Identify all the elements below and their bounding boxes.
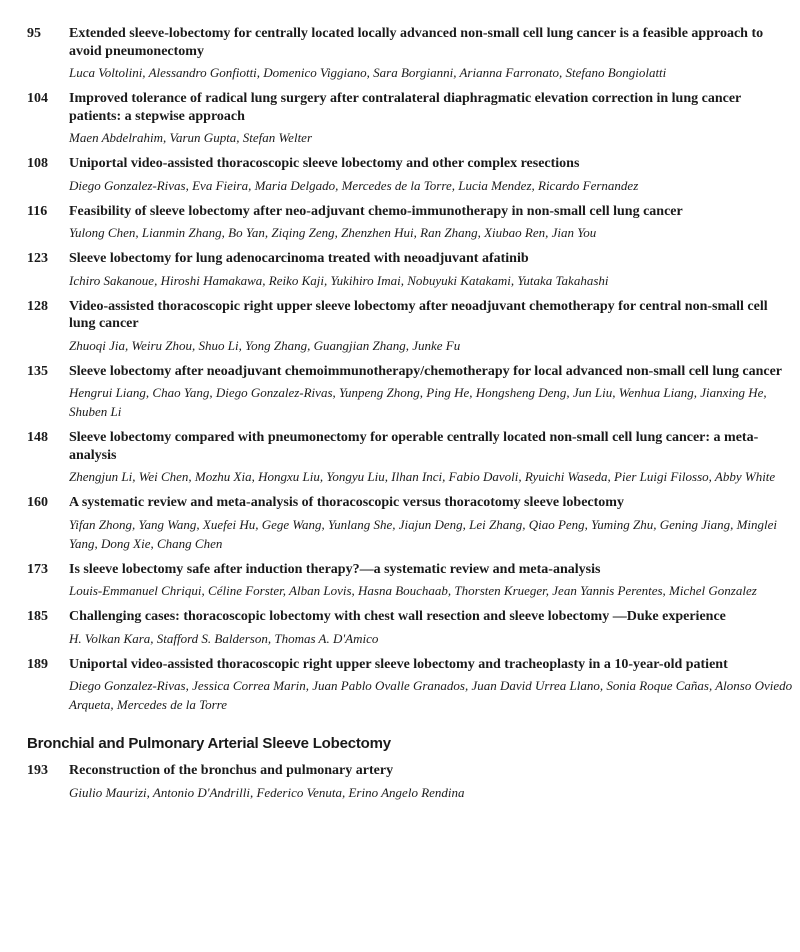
article-authors: H. Volkan Kara, Stafford S. Balderson, Thomas A. D'Amico	[69, 630, 379, 646]
page-number: 108	[27, 156, 48, 171]
toc-entry[interactable]	[27, 561, 793, 601]
article-authors: Hengrui Liang, Chao Yang, Diego Gonzalez-Rivas, Yunpeng Zhong, Ping He, Hongsheng Deng, Jun Liu, Wenhua Liang, Jianxing He, Shuben Li	[69, 385, 767, 419]
page-number: 160	[27, 495, 48, 510]
toc-entry[interactable]	[27, 155, 793, 195]
toc-entry[interactable]	[27, 25, 793, 82]
article-title: Sleeve lobectomy after neoadjuvant chemoimmunotherapy/chemotherapy for local advanced non-small cell lung cancer	[69, 363, 783, 379]
toc-entry[interactable]	[27, 656, 793, 715]
toc-entry[interactable]	[27, 429, 793, 486]
toc-entry[interactable]	[27, 298, 793, 355]
article-authors: Diego Gonzalez-Rivas, Eva Fieira, Maria Delgado, Mercedes de la Torre, Lucia Mendez, Ricardo Fernandez	[69, 177, 639, 193]
article-authors: Luca Voltolini, Alessandro Gonfiotti, Domenico Viggiano, Sara Borgianni, Arianna Farronato, Stefano Bongiolatti	[69, 65, 667, 80]
toc-entry[interactable]	[27, 203, 793, 243]
article-title: Reconstruction of the bronchus and pulmonary artery	[69, 763, 394, 778]
article-authors: Zhengjun Li, Wei Chen, Mozhu Xia, Hongxu Liu, Yongyu Liu, Ilhan Inci, Fabio Davoli, Ryuichi Waseda, Pier Luigi Filosso, Abby White	[69, 469, 776, 484]
article-title: Extended sleeve-lobectomy for centrally located locally advanced non-small cell lung cancer is a feasible approach to avoid pneumonectomy	[69, 26, 764, 59]
article-title: Sleeve lobectomy compared with pneumonectomy for operable centrally located non-small cell lung cancer: a meta-analysis	[69, 430, 759, 463]
page-number: 128	[27, 298, 48, 314]
page-number: 123	[27, 251, 48, 266]
article-authors: Ichiro Sakanoue, Hiroshi Hamakawa, Reiko Kaji, Yukihiro Imai, Nobuyuki Katakami, Yutaka Takahashi	[69, 272, 609, 288]
article-authors: Yulong Chen, Lianmin Zhang, Bo Yan, Ziqing Zeng, Zhenzhen Hui, Ran Zhang, Xiubao Ren, Jian You	[69, 225, 597, 240]
table-of-contents	[27, 25, 793, 810]
article-authors: Zhuoqi Jia, Weiru Zhou, Shuo Li, Yong Zhang, Guangjian Zhang, Junke Fu	[69, 337, 461, 353]
page-number: 185	[27, 609, 48, 624]
article-title: Improved tolerance of radical lung surgery after contralateral diaphragmatic elevation correction in lung cancer patients: a stepwise approach	[69, 91, 742, 124]
page-number: 95	[27, 26, 41, 41]
article-title: A systematic review and meta-analysis of thoracoscopic versus thoracotomy sleeve lobectomy	[69, 495, 624, 510]
article-title: Is sleeve lobectomy safe after induction therapy?—a systematic review and meta-analysis	[69, 561, 601, 577]
article-authors: Yifan Zhong, Yang Wang, Xuefei Hu, Gege Wang, Yunlang She, Jiajun Deng, Lei Zhang, Qiao Peng, Yuming Zhu, Gening Jiang, Minglei Yang, Dong Xie, Chang Chen	[69, 516, 778, 551]
toc-entry[interactable]	[27, 762, 793, 802]
toc-entry[interactable]	[27, 363, 793, 422]
article-title: Video-assisted thoracoscopic right upper sleeve lobectomy after neoadjuvant chemotherapy for central non-small cell lung cancer	[69, 298, 768, 331]
page-number: 148	[27, 430, 48, 445]
page-number: 135	[27, 363, 48, 379]
article-authors: Maen Abdelrahim, Varun Gupta, Stefan Welter	[69, 130, 313, 145]
page-number: 189	[27, 656, 48, 672]
article-title: Uniportal video-assisted thoracoscopic right upper sleeve lobectomy and tracheoplasty in a 10-year-old patient	[69, 656, 728, 672]
toc-entry[interactable]	[27, 90, 793, 147]
toc-entry[interactable]	[27, 494, 793, 553]
article-authors: Giulio Maurizi, Antonio D'Andrilli, Federico Venuta, Erino Angelo Rendina	[69, 784, 465, 800]
article-authors: Diego Gonzalez-Rivas, Jessica Correa Marin, Juan Pablo Ovalle Granados, Juan David Urrea Llano, Sonia Roque Cañas, Alonso Oviedo Arqueta, Mercedes de la Torre	[69, 678, 793, 712]
section-heading: Bronchial and Pulmonary Arterial Sleeve Lobectomy	[27, 735, 391, 752]
article-title: Sleeve lobectomy for lung adenocarcinoma treated with neoadjuvant afatinib	[69, 251, 529, 266]
article-authors: Louis-Emmanuel Chriqui, Céline Forster, Alban Lovis, Hasna Bouchaab, Thorsten Krueger, Jean Yannis Perentes, Michel Gonzalez	[69, 583, 757, 598]
page-number: 104	[27, 91, 48, 106]
page-number: 193	[27, 763, 48, 778]
article-title: Uniportal video-assisted thoracoscopic sleeve lobectomy and other complex resections	[69, 156, 580, 171]
page-number: 116	[27, 203, 48, 219]
article-title: Feasibility of sleeve lobectomy after neo-adjuvant chemo-immunotherapy in non-small cell lung cancer	[69, 203, 683, 219]
article-title: Challenging cases: thoracoscopic lobectomy with chest wall resection and sleeve lobectomy —Duke experience	[69, 609, 726, 624]
toc-entry[interactable]	[27, 250, 793, 290]
page-number: 173	[27, 561, 48, 577]
toc-entry[interactable]	[27, 608, 793, 648]
